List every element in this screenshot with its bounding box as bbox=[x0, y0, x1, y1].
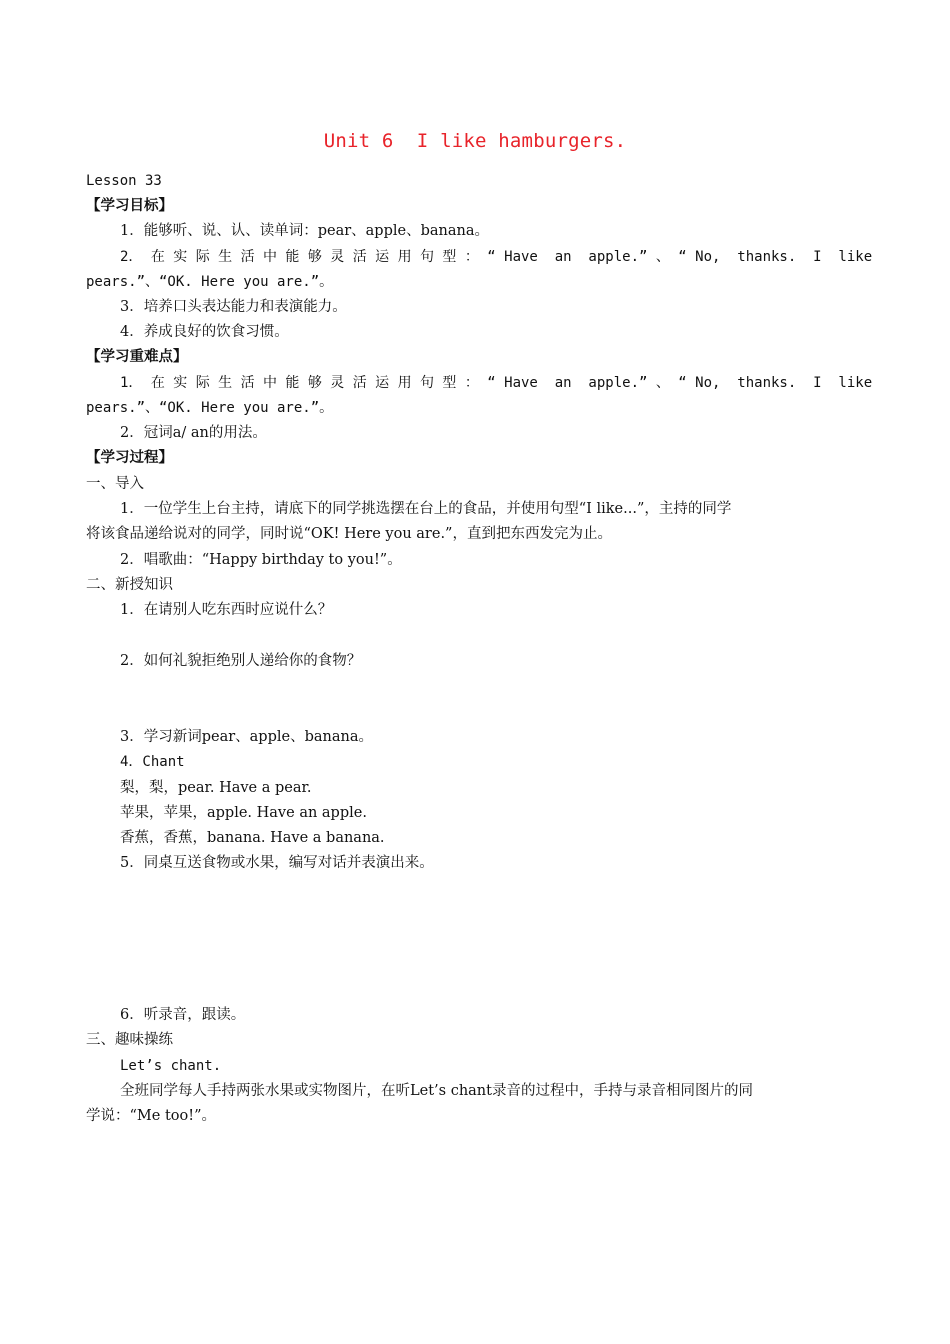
key-points-heading: 【学习重难点】 bbox=[86, 348, 188, 365]
part3-heading: 三、趣味操练 bbox=[86, 1032, 173, 1048]
part3-item-continuation: 学说：“Me too!”。 bbox=[86, 1108, 216, 1124]
part2-item: 3．学习新词pear、apple、banana。 bbox=[120, 729, 373, 745]
part2-item: 6．听录音，跟读。 bbox=[120, 1007, 246, 1023]
key-point-item-continuation: pears.”、“OK. Here you are.”。 bbox=[86, 400, 334, 416]
chant-line: 梨，梨，pear. Have a pear. bbox=[120, 780, 312, 796]
goal-item: 3．培养口头表达能力和表演能力。 bbox=[120, 299, 347, 315]
goal-item: 1．能够听、说、认、读单词：pear、apple、banana。 bbox=[120, 223, 489, 239]
key-point-item: 2．冠词a/ an的用法。 bbox=[120, 425, 267, 441]
goals-heading: 【学习目标】 bbox=[86, 197, 173, 214]
part1-item: 2．唱歌曲：“Happy birthday to you!”。 bbox=[120, 552, 402, 568]
part2-item: 4．Chant bbox=[120, 754, 185, 770]
goal-item: 2． 在 实 际 生 活 中 能 够 灵 活 运 用 句 型 ： “ Have an apple.” 、 “ No, thanks. I like bbox=[120, 249, 873, 265]
part2-item: 1．在请别人吃东西时应说什么？ bbox=[120, 602, 333, 618]
key-point-item: 1． 在 实 际 生 活 中 能 够 灵 活 运 用 句 型 ： “ Have an apple.” 、 “ No, thanks. I like bbox=[120, 375, 873, 391]
lesson-label: Lesson 33 bbox=[86, 173, 162, 189]
process-heading: 【学习过程】 bbox=[86, 449, 173, 466]
part2-heading: 二、新授知识 bbox=[86, 577, 173, 593]
part1-item-continuation: 将该食品递给说对的同学，同时说“OK! Here you are.”，直到把东西发完为止。 bbox=[86, 526, 612, 542]
goal-item: 4．养成良好的饮食习惯。 bbox=[120, 324, 289, 340]
part3-item: 全班同学每人手持两张水果或实物图片，在听Let’s chant录音的过程中，手持与录音相同图片的同 bbox=[120, 1083, 753, 1099]
document-title: Unit 6 I like hamburgers. bbox=[323, 130, 627, 152]
part2-item: 5．同桌互送食物或水果，编写对话并表演出来。 bbox=[120, 855, 434, 871]
chant-line: 香蕉，香蕉，banana. Have a banana. bbox=[120, 830, 385, 846]
part2-item: 2．如何礼貌拒绝别人递给你的食物？ bbox=[120, 653, 362, 669]
part1-item: 1．一位学生上台主持，请底下的同学挑选摆在台上的食品，并使用句型“I like...”，主持的同学 bbox=[120, 501, 732, 517]
part1-heading: 一、导入 bbox=[86, 476, 144, 492]
chant-line: 苹果，苹果，apple. Have an apple. bbox=[120, 805, 367, 821]
part3-item: Let’s chant. bbox=[120, 1058, 222, 1074]
goal-item-continuation: pears.”、“OK. Here you are.”。 bbox=[86, 274, 334, 290]
